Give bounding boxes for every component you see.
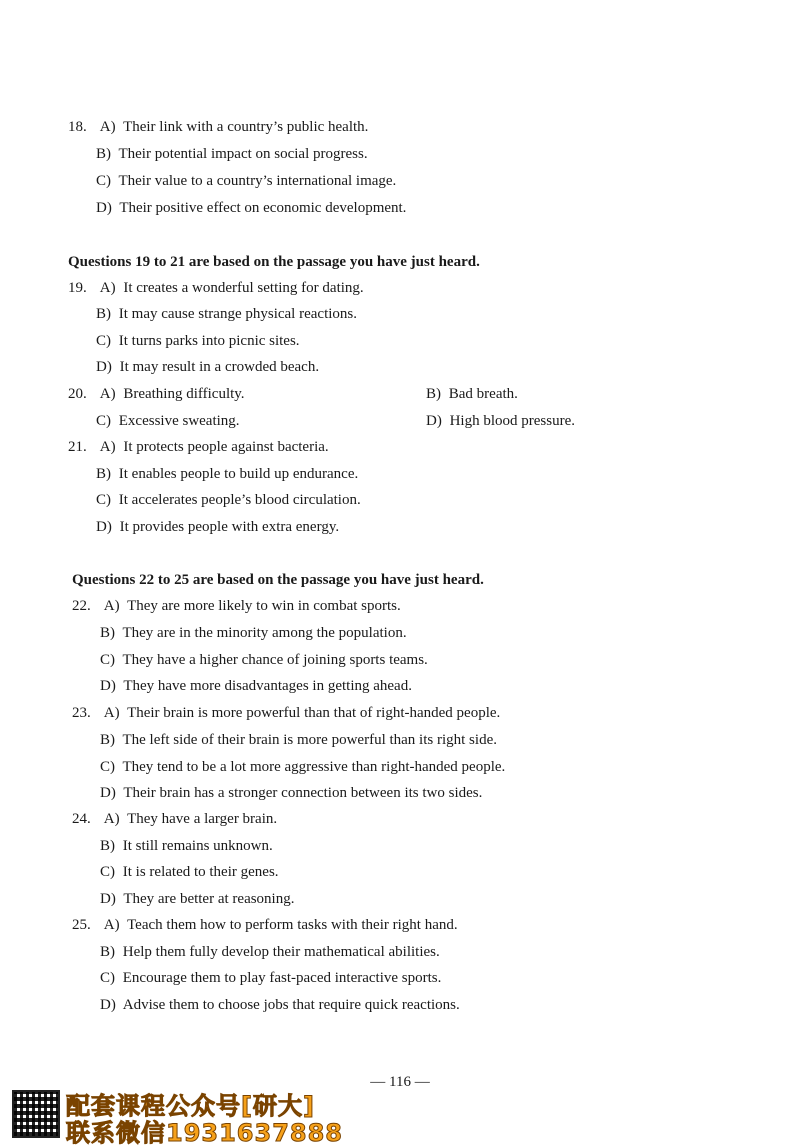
- option-text: It provides people with extra energy.: [119, 519, 340, 535]
- page-number: — 116 —: [370, 1074, 430, 1090]
- question-18-option-b: [96, 145, 368, 163]
- option-letter: D): [100, 785, 116, 801]
- option-text: Breathing difficulty.: [123, 386, 245, 402]
- question-22-option-b: [100, 624, 407, 642]
- option-letter: D): [100, 678, 116, 694]
- question-number: 20.: [68, 386, 87, 402]
- question-21-option-a: [68, 438, 329, 456]
- question-25-option-d: [100, 996, 460, 1014]
- option-letter: B): [96, 466, 111, 482]
- option-text: Their value to a country’s international image.: [118, 173, 397, 189]
- option-text: Their potential impact on social progress.: [118, 146, 368, 162]
- option-text: They have a larger brain.: [127, 811, 278, 827]
- option-text: It turns parks into picnic sites.: [118, 333, 300, 349]
- option-letter: A): [99, 439, 116, 455]
- option-letter: B): [96, 306, 111, 322]
- option-letter: C): [96, 333, 111, 349]
- option-text: It protects people against bacteria.: [123, 439, 329, 455]
- question-23-option-c: [100, 758, 505, 776]
- question-number: 25.: [72, 917, 91, 933]
- question-18-option-a: [68, 118, 368, 136]
- question-24-option-b: [100, 837, 273, 855]
- option-text: They are in the minority among the population.: [122, 625, 407, 641]
- option-text: Excessive sweating.: [118, 413, 240, 429]
- question-21-option-d: [96, 518, 339, 536]
- qr-code-icon: [12, 1090, 60, 1138]
- option-text: It is related to their genes.: [122, 864, 279, 880]
- option-text: Bad breath.: [448, 386, 518, 402]
- option-text: Teach them how to perform tasks with their right hand.: [127, 917, 458, 933]
- option-text: Their positive effect on economic development.: [119, 200, 407, 216]
- question-20-option-d: [426, 412, 575, 430]
- option-text: It may cause strange physical reactions.: [118, 306, 357, 322]
- option-letter: A): [103, 811, 120, 827]
- option-text: Advise them to choose jobs that require quick reactions.: [122, 997, 460, 1013]
- question-19-option-d: [96, 358, 319, 376]
- question-22-option-a: [72, 597, 401, 615]
- question-number: 19.: [68, 280, 87, 296]
- option-letter: A): [99, 280, 116, 296]
- option-letter: A): [103, 917, 120, 933]
- question-25-option-b: [100, 943, 440, 961]
- question-20-option-a: [68, 385, 245, 403]
- option-text: It enables people to build up endurance.: [118, 466, 359, 482]
- option-letter: A): [103, 598, 120, 614]
- option-letter: B): [100, 625, 115, 641]
- question-18-option-c: [96, 172, 396, 190]
- watermark-line-1: 配套课程公众号[研大]: [66, 1092, 315, 1120]
- option-text: Their link with a country’s public health.: [123, 119, 369, 135]
- option-letter: C): [96, 173, 111, 189]
- option-letter: D): [426, 413, 442, 429]
- question-number: 18.: [68, 119, 87, 135]
- option-letter: B): [100, 732, 115, 748]
- question-23-option-b: [100, 731, 497, 749]
- option-letter: D): [96, 359, 112, 375]
- option-letter: D): [96, 200, 112, 216]
- question-19-option-a: [68, 279, 364, 297]
- question-20-option-c: [96, 412, 240, 430]
- question-18-option-d: [96, 199, 406, 217]
- option-letter: A): [99, 386, 116, 402]
- question-24-option-c: [100, 863, 279, 881]
- option-text: They are better at reasoning.: [123, 891, 295, 907]
- option-text: Their brain has a stronger connection between its two sides.: [123, 785, 483, 801]
- option-text: It may result in a crowded beach.: [119, 359, 320, 375]
- option-letter: D): [100, 997, 116, 1013]
- option-letter: D): [96, 519, 112, 535]
- option-letter: B): [96, 146, 111, 162]
- option-text: The left side of their brain is more powerful than its right side.: [122, 732, 497, 748]
- option-text: It creates a wonderful setting for dating.: [123, 280, 364, 296]
- option-text: They have a higher chance of joining sports teams.: [122, 652, 428, 668]
- option-letter: C): [100, 652, 115, 668]
- question-20-option-b: [426, 385, 518, 403]
- option-text: It still remains unknown.: [122, 838, 273, 854]
- option-letter: C): [100, 970, 115, 986]
- question-24-option-a: [72, 810, 277, 828]
- option-letter: C): [96, 413, 111, 429]
- option-letter: A): [103, 705, 120, 721]
- question-25-option-a: [72, 916, 458, 934]
- option-text: Encourage them to play fast-paced interactive sports.: [122, 970, 442, 986]
- question-number: 23.: [72, 705, 91, 721]
- question-23-option-d: [100, 784, 482, 802]
- option-letter: A): [99, 119, 116, 135]
- option-text: They tend to be a lot more aggressive than right-handed people.: [122, 759, 506, 775]
- option-letter: B): [100, 944, 115, 960]
- question-19-option-b: [96, 305, 357, 323]
- option-letter: B): [426, 386, 441, 402]
- question-21-option-c: [96, 491, 361, 509]
- question-24-option-d: [100, 890, 294, 908]
- section-heading-22-25: Questions 22 to 25 are based on the passage you have just heard.: [72, 572, 484, 588]
- question-22-option-c: [100, 651, 428, 669]
- option-text: It accelerates people’s blood circulation.: [118, 492, 361, 508]
- question-number: 22.: [72, 598, 91, 614]
- question-19-option-c: [96, 332, 300, 350]
- option-text: They are more likely to win in combat sports.: [127, 598, 401, 614]
- option-text: Help them fully develop their mathematical abilities.: [122, 944, 440, 960]
- question-number: 21.: [68, 439, 87, 455]
- question-25-option-c: [100, 969, 441, 987]
- option-text: Their brain is more powerful than that of right-handed people.: [127, 705, 501, 721]
- option-letter: D): [100, 891, 116, 907]
- question-22-option-d: [100, 677, 412, 695]
- option-text: They have more disadvantages in getting ahead.: [123, 678, 412, 694]
- question-number: 24.: [72, 811, 91, 827]
- question-23-option-a: [72, 704, 500, 722]
- watermark-line-2: 联系微信1931637888: [66, 1119, 343, 1147]
- option-letter: C): [96, 492, 111, 508]
- option-letter: C): [100, 864, 115, 880]
- question-21-option-b: [96, 465, 358, 483]
- option-text: High blood pressure.: [449, 413, 575, 429]
- option-letter: B): [100, 838, 115, 854]
- option-letter: C): [100, 759, 115, 775]
- section-heading-19-21: Questions 19 to 21 are based on the passage you have just heard.: [68, 254, 480, 270]
